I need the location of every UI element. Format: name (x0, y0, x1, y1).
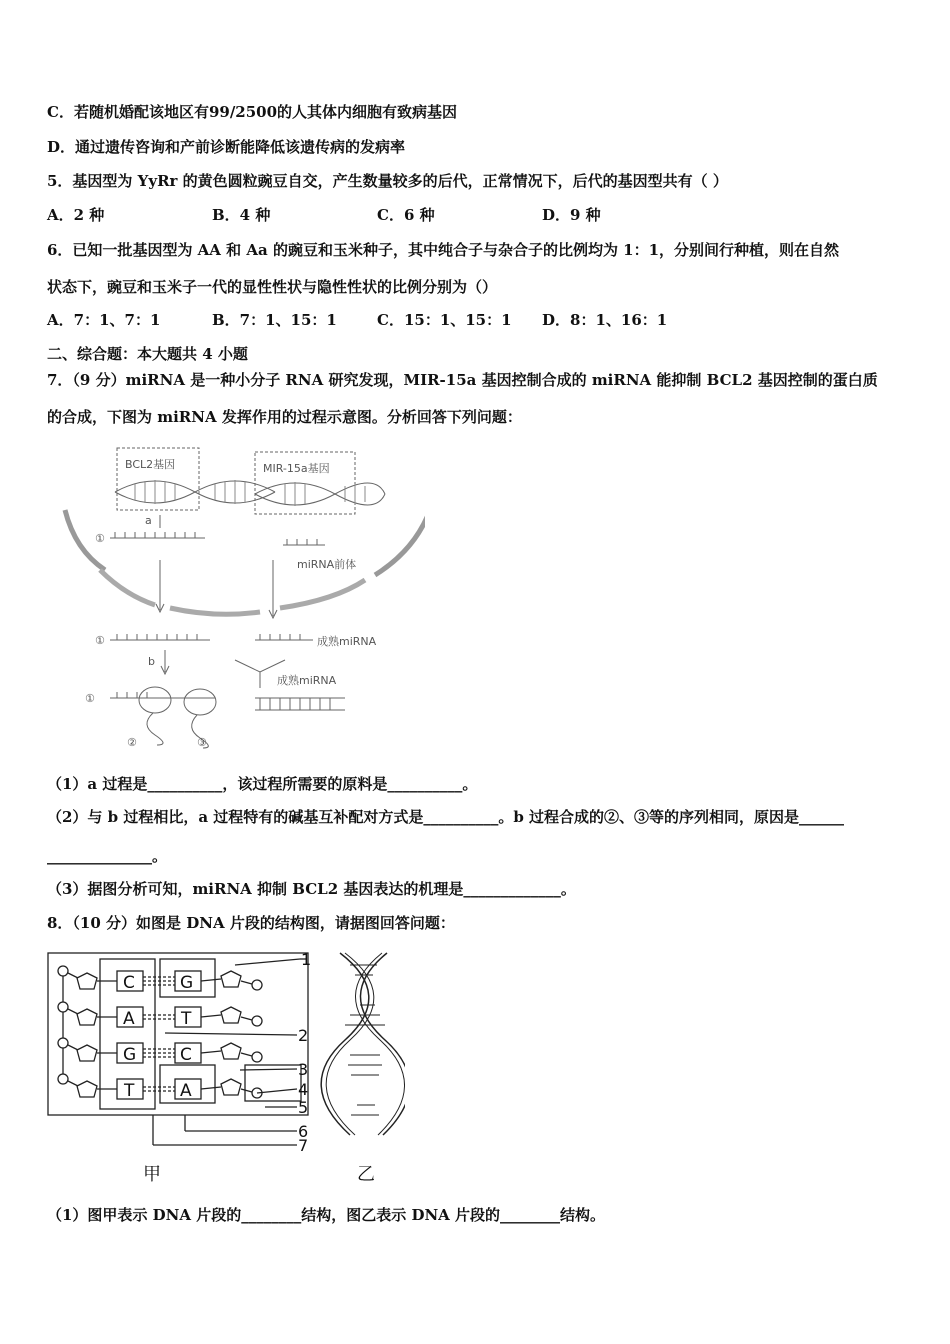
q4-option-c: C．若随机婚配该地区有99/2500的人其体内细胞有致病基因 (47, 103, 458, 121)
bcl2-gene-label: BCL2基因 (125, 458, 176, 471)
q4-option-d: D．通过遗传咨询和产前诊断能降低该遗传病的发病率 (47, 138, 406, 156)
number-2: 2 (298, 1026, 309, 1045)
mark-circle-2: ② (127, 736, 137, 749)
q5-stem: 5．基因型为 YyRr 的黄色圆粒豌豆自交，产生数量较多的后代，正常情况下，后代的基因型共有（ ） (47, 172, 728, 190)
mark-circle-3: ③ (197, 736, 207, 749)
number-7: 7 (298, 1136, 309, 1155)
mark-circle-1c: ① (85, 692, 95, 705)
dna-structure-figure (45, 945, 405, 1190)
label-jia: 甲 (143, 1164, 161, 1185)
number-1: 1 (301, 950, 312, 969)
section-2-heading: 二、综合题：本大题共 4 小题 (47, 345, 248, 363)
q8-stem: 8．（10 分）如图是 DNA 片段的结构图，请据图回答问题： (47, 914, 455, 932)
base-right-1: G (180, 973, 194, 993)
q8-sub1: （1）图甲表示 DNA 片段的________结构，图乙表示 DNA 片段的________结构。 (47, 1206, 606, 1224)
mir-gene-label: MIR-15a基因 (263, 462, 330, 475)
mirna-process-figure (45, 440, 425, 760)
number-6: 6 (298, 1122, 309, 1141)
label-b: b (148, 655, 155, 668)
base-left-2: A (123, 1009, 135, 1029)
q7-stem-line2: 的合成，下图为 miRNA 发挥作用的过程示意图。分析回答下列问题： (47, 408, 522, 426)
membrane-right (375, 510, 425, 575)
q7-sub3: （3）据图分析可知，miRNA 抑制 BCL2 基因表达的机理是_____________。 (47, 880, 576, 898)
q7-sub1: （1）a 过程是__________，该过程所需要的原料是__________。 (47, 775, 478, 793)
q6-stem-line2: 状态下，豌豆和玉米子一代的显性性状与隐性性状的比例分别为（） (47, 278, 498, 296)
number-3: 3 (298, 1060, 309, 1079)
q6-options (47, 309, 910, 331)
peptide-2 (147, 713, 163, 745)
base-left-3: G (123, 1045, 137, 1065)
number-4: 4 (298, 1080, 309, 1099)
q7-sub2-line1: （2）与 b 过程相比，a 过程特有的碱基互补配对方式是__________。b 过程合成的②、③等的序列相同，原因是______ (47, 808, 845, 826)
base-right-4: A (180, 1081, 192, 1101)
q6-option-a: A．7：1、7：1 (47, 311, 161, 329)
q7-sub2-line2: ______________。 (47, 847, 168, 865)
mark-circle-1a: ① (95, 532, 105, 545)
bcl2-helix-strand2 (115, 481, 275, 503)
mature-mirna-label-2: 成熟miRNA (277, 674, 337, 687)
base-right-3: C (180, 1045, 192, 1065)
label-yi: 乙 (357, 1164, 375, 1185)
q6-option-d: D．8：1、16：1 (542, 311, 668, 329)
base-left-4: T (124, 1081, 135, 1101)
q5-option-c: C．6 种 (377, 206, 435, 224)
base-left-1: C (123, 973, 135, 993)
q5-option-b: B．4 种 (212, 206, 271, 224)
ribosome-2 (184, 689, 216, 715)
q6-stem-line1: 6．已知一批基因型为 AA 和 Aa 的豌豆和玉米种子，其中纯合子与杂合子的比例均为 1：1，分别间行种植，则在自然 (47, 241, 840, 259)
mark-circle-1b: ① (95, 634, 105, 647)
q6-option-b: B．7：1、15：1 (212, 311, 337, 329)
q5-option-a: A．2 种 (47, 206, 105, 224)
q7-stem-line1: 7．（9 分）miRNA 是一种小分子 RNA 研究发现，MIR-15a 基因控制合成的 miRNA 能抑制 BCL2 基因控制的蛋白质 (47, 371, 878, 389)
helix-strand-b (360, 953, 405, 1135)
ribosome-1 (139, 687, 171, 713)
mature-mirna-label-1: 成熟miRNA (317, 635, 377, 648)
precursor-label: miRNA前体 (297, 558, 357, 571)
q6-option-c: C．15：1、15：1 (377, 311, 512, 329)
q5-option-d: D．9 种 (542, 206, 601, 224)
number-5: 5 (298, 1098, 309, 1117)
label-a: a (145, 514, 152, 527)
helix-strand-a (321, 953, 369, 1135)
base-right-2: T (181, 1009, 192, 1029)
q5-options (47, 204, 910, 226)
